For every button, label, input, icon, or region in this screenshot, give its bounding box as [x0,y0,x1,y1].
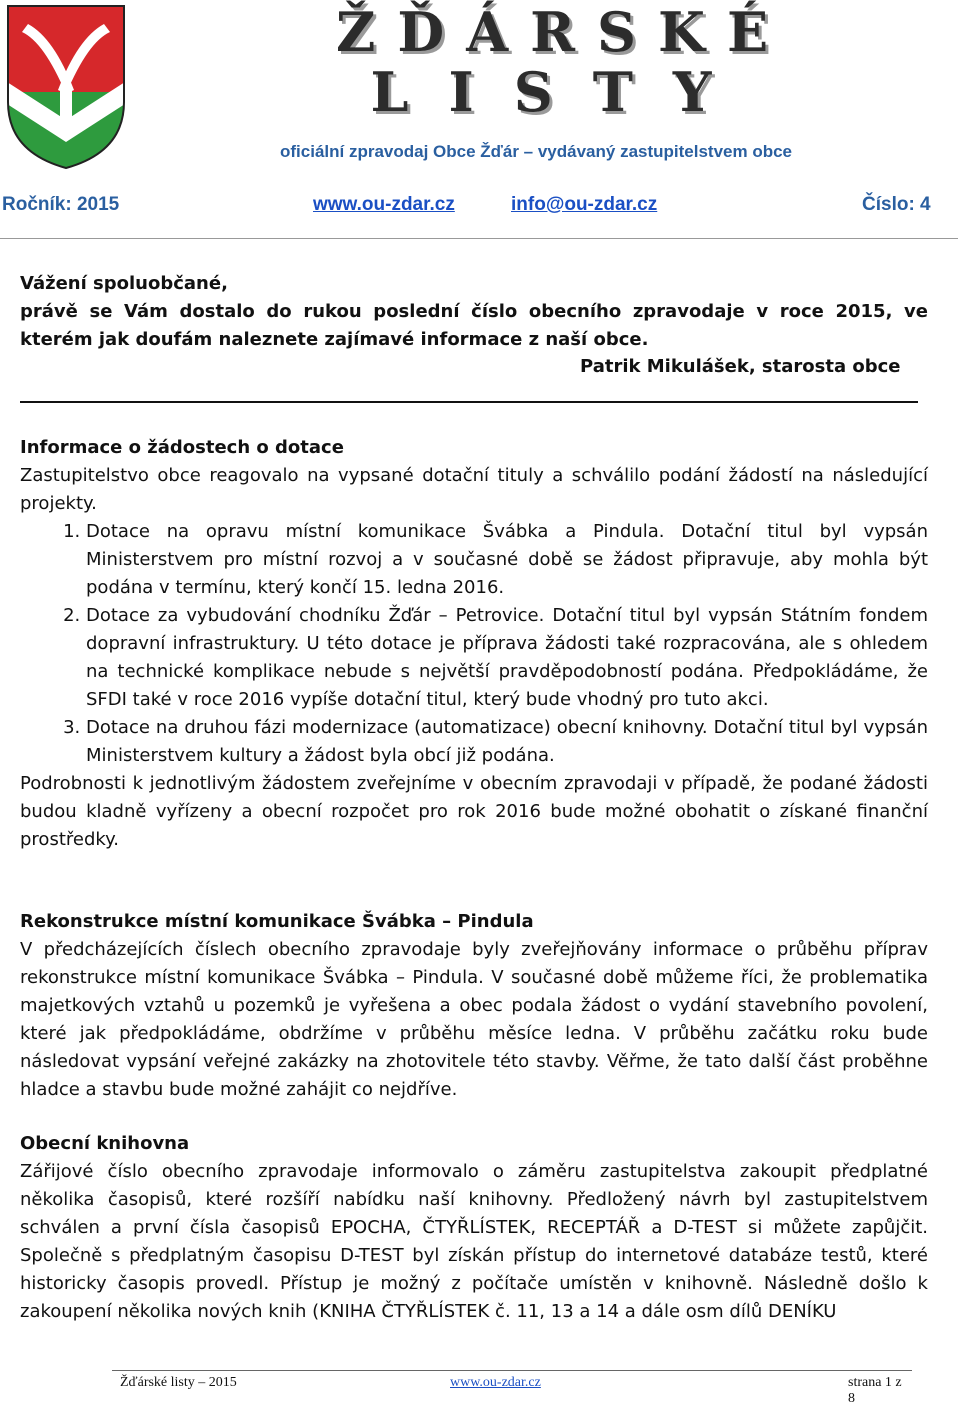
masthead-line-2: LISTY [370,60,752,124]
coat-of-arms-icon [4,2,128,172]
info-row [0,194,960,220]
footer-title: Žďárské listy – 2015 [120,1375,237,1390]
greeting [20,270,928,354]
page-footer [112,1375,912,1406]
section-text: Zářijové číslo obecního zpravodaje informovalo o záměru zastupitelstva zakoupit předplatné několika časopisů, které rozšíří nabídku naší knihovny. Předložený návrh byl zastupitelstvem schválen a první čísla časopisů EPOCHA, ČTYŘLÍSTEK, RECEPTÁŘ a D-TEST si můžete zapůjčit. Společně s předplatným časopisu D-TEST byl získán přístup do internetové databáze testů, které historicky časopis provedl. Přístup je možný z počítače umístěn v knihovně. Následně došlo k zakoupení několika nových knih (KNIHA ČTYŘLÍSTEK č. 11, 13 a 14 a dále osm dílů DENÍKU [20,1161,928,1322]
section-road [20,908,928,1104]
section-heading: Informace o žádostech o dotace [20,437,344,458]
tagline: oficiální zpravodaj Obce Žďár – vydávaný zastupitelstvem obce [280,142,793,161]
section-library [20,1130,928,1326]
masthead-line-1: ŽĎÁRSKÉ [336,0,791,64]
header-divider [0,238,958,239]
email-link[interactable]: info@ou-zdar.cz [511,194,658,215]
section-text: V předcházejících číslech obecního zpravodaje byly zveřejňovány informace o průběhu příprav rekonstrukce místní komunikace Švábka – Pindula. V současné době můžeme říci, že problematika majetkových vztahů u pozemků je vyřešena a obec podala žádost o vydání stavebního povolení, které jak předpokládáme, obdržíme v průběhu měsíce ledna. V průběhu začátku roku bude následovat vypsání veřejné zakázky na zhotovitele této stavby. Věřme, že tato další část proběhne hladce a stavbu bude možné zahájit co nejdříve. [20,939,928,1100]
section-heading: Rekonstrukce místní komunikace Švábka – Pindula [20,911,534,932]
issue-number: Číslo: 4 [862,194,931,215]
list-item: 2. Dotace za vybudování chodníku Žďár – Petrovice. Dotační titul byl vypsán Státním fondem dopravní infrastruktury. U této dotace je příprava žádosti také rozpracována, ale s ohledem na technické komplikace nebude s největší pravděpodobností podána. Předpokládáme, že SFDI také v roce 2016 vypíše dotační titul, který bude vhodný pro tuto akci. [86,602,928,714]
masthead-title [336,0,791,124]
section-divider [20,401,918,403]
greeting-text: právě se Vám dostalo do rukou poslední číslo obecního zpravodaje v roce 2015, ve kterém jak doufám naleznete zajímavé informace z naší obce. [20,301,928,350]
salutation: Vážení spoluobčané, [20,273,228,294]
footer-website-link[interactable]: www.ou-zdar.cz [450,1375,541,1390]
footer-divider [112,1370,912,1371]
page-number: strana 1 z 8 [848,1375,902,1406]
website-link[interactable]: www.ou-zdar.cz [313,194,455,215]
list-item: 3. Dotace na druhou fázi modernizace (automatizace) obecní knihovny. Dotační titul byl vypsán Ministerstvem kultury a žádost byla obcí již podána. [86,714,928,770]
section-outro: Podrobnosti k jednotlivým žádostem zveřejníme v obecním zpravodaji v případě, že podané žádosti budou kladně vyřízeny a obecní rozpočet pro rok 2016 bude možné obohatit o získané finanční prostředky. [20,773,928,850]
volume-label: Ročník: 2015 [2,194,120,215]
list-item: 1. Dotace na opravu místní komunikace Švábka a Pindula. Dotační titul byl vypsán Ministerstvem pro místní rozvoj a v současné době se žádost připravuje, aby mohla být podána v termínu, který končí 15. ledna 2016. [86,518,928,602]
section-grants [20,434,928,854]
section-heading: Obecní knihovna [20,1133,190,1154]
signature: Patrik Mikulášek, starosta obce [580,356,901,377]
grant-list [20,518,928,770]
section-intro: Zastupitelstvo obce reagovalo na vypsané dotační tituly a schválilo podání žádostí na následující projekty. [20,465,928,514]
